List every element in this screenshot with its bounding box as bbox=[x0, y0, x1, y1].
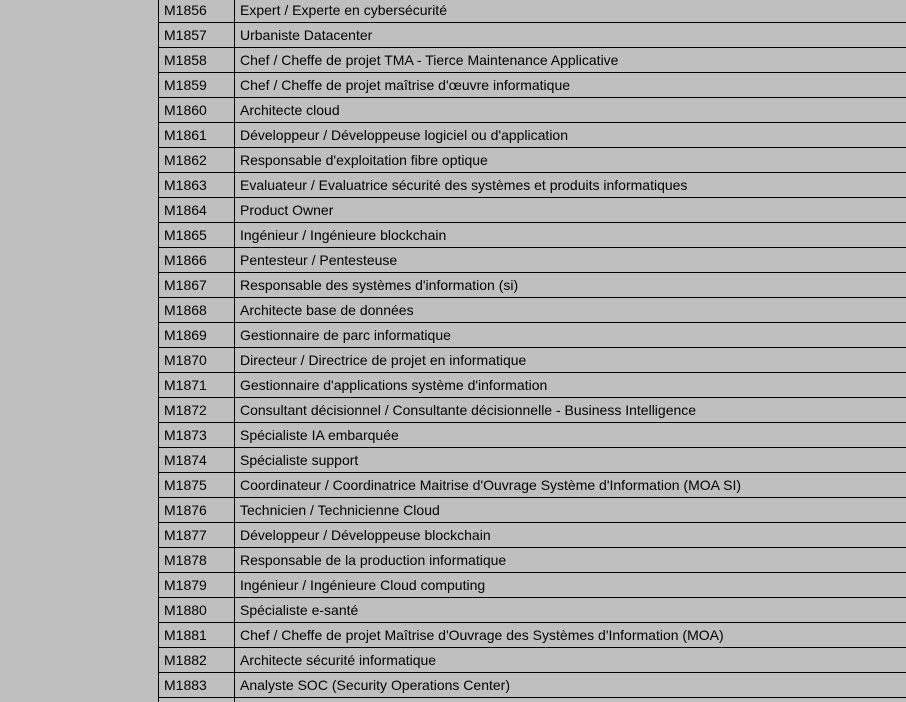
job-title-cell[interactable]: Pentesteur / Pentesteuse bbox=[240, 252, 398, 268]
job-title-cell[interactable]: Architecte sécurité informatique bbox=[240, 652, 437, 668]
job-code-cell[interactable]: M1877 bbox=[159, 523, 235, 547]
table-row bbox=[159, 248, 906, 273]
table-row bbox=[159, 598, 906, 623]
partial-table-row bbox=[159, 698, 906, 702]
job-code-cell[interactable]: M1861 bbox=[159, 123, 235, 147]
table-row bbox=[159, 523, 906, 548]
job-title-cell[interactable]: Consultant décisionnel / Consultante décisionnelle - Business Intelligence bbox=[240, 402, 697, 418]
job-title-cell[interactable]: Analyste SOC (Security Operations Center) bbox=[240, 677, 510, 693]
job-code-cell[interactable]: M1859 bbox=[159, 73, 235, 97]
job-title-cell[interactable]: Gestionnaire de parc informatique bbox=[240, 327, 451, 343]
job-title-cell[interactable]: Spécialiste IA embarquée bbox=[240, 427, 399, 443]
job-title-cell[interactable]: Chef / Cheffe de projet Maîtrise d'Ouvrage des Systèmes d'Information (MOA) bbox=[240, 627, 724, 643]
table-row bbox=[159, 623, 906, 648]
job-code-cell[interactable]: M1856 bbox=[159, 0, 235, 22]
job-title-cell[interactable]: Responsable des systèmes d'information (si) bbox=[240, 277, 519, 293]
job-title-cell[interactable]: Responsable d'exploitation fibre optique bbox=[240, 152, 488, 168]
table-row bbox=[159, 398, 906, 423]
job-title-cell[interactable]: Gestionnaire d'applications système d'information bbox=[240, 377, 548, 393]
job-title-cell[interactable]: Développeur / Développeuse blockchain bbox=[240, 527, 491, 543]
job-code-cell[interactable]: M1862 bbox=[159, 148, 235, 172]
job-code-cell[interactable]: M1860 bbox=[159, 98, 235, 122]
job-title-cell[interactable]: Product Owner bbox=[240, 202, 334, 218]
job-code-cell[interactable]: M1858 bbox=[159, 48, 235, 72]
job-code-cell[interactable]: M1865 bbox=[159, 223, 235, 247]
job-title-cell[interactable]: Urbaniste Datacenter bbox=[240, 27, 373, 43]
table-row bbox=[159, 548, 906, 573]
table-row bbox=[159, 123, 906, 148]
job-title-cell[interactable]: Coordinateur / Coordinatrice Maitrise d'Ouvrage Système d'Information (MOA SI) bbox=[240, 477, 741, 493]
table-row bbox=[159, 73, 906, 98]
table-row bbox=[159, 473, 906, 498]
table-row bbox=[159, 223, 906, 248]
job-code-cell[interactable]: M1881 bbox=[159, 623, 235, 647]
table-row bbox=[159, 48, 906, 73]
job-title-cell[interactable]: Chef / Cheffe de projet maîtrise d'œuvre informatique bbox=[240, 77, 571, 93]
table-row bbox=[159, 273, 906, 298]
job-code-cell[interactable]: M1871 bbox=[159, 373, 235, 397]
job-code-cell[interactable]: M1875 bbox=[159, 473, 235, 497]
job-title-cell[interactable]: Directeur / Directrice de projet en informatique bbox=[240, 352, 527, 368]
job-title-cell[interactable]: Architecte base de données bbox=[240, 302, 414, 318]
job-title-cell[interactable]: Chef / Cheffe de projet TMA - Tierce Maintenance Applicative bbox=[240, 52, 619, 68]
job-code-cell[interactable]: M1876 bbox=[159, 498, 235, 522]
table-row bbox=[159, 348, 906, 373]
table-row bbox=[159, 148, 906, 173]
job-code-cell[interactable]: M1873 bbox=[159, 423, 235, 447]
job-code-cell[interactable]: M1880 bbox=[159, 598, 235, 622]
job-code-cell[interactable]: M1882 bbox=[159, 648, 235, 672]
table-row bbox=[159, 423, 906, 448]
job-title-cell[interactable]: Ingénieur / Ingénieure Cloud computing bbox=[240, 577, 486, 593]
job-code-cell[interactable]: M1864 bbox=[159, 198, 235, 222]
table-row bbox=[159, 173, 906, 198]
job-code-cell[interactable]: M1866 bbox=[159, 248, 235, 272]
job-code-cell[interactable]: M1874 bbox=[159, 448, 235, 472]
job-code-cell[interactable]: M1867 bbox=[159, 273, 235, 297]
job-title-cell[interactable]: Responsable de la production informatique bbox=[240, 552, 507, 568]
job-code-cell[interactable]: M1870 bbox=[159, 348, 235, 372]
table-row bbox=[159, 448, 906, 473]
table-row bbox=[159, 673, 906, 698]
job-title-cell[interactable]: Spécialiste e-santé bbox=[240, 602, 359, 618]
job-code-cell[interactable]: M1883 bbox=[159, 673, 235, 697]
job-title-cell[interactable]: Expert / Experte en cybersécurité bbox=[240, 2, 447, 18]
job-code-cell[interactable]: M1869 bbox=[159, 323, 235, 347]
table-row bbox=[159, 648, 906, 673]
table-row bbox=[159, 498, 906, 523]
job-title-cell[interactable]: Architecte cloud bbox=[240, 102, 340, 118]
job-title-cell[interactable]: Ingénieur / Ingénieure blockchain bbox=[240, 227, 447, 243]
job-code-cell[interactable]: M1868 bbox=[159, 298, 235, 322]
job-title-cell[interactable] bbox=[235, 698, 906, 702]
jobs-table bbox=[158, 0, 906, 702]
table-row bbox=[159, 198, 906, 223]
job-code-cell[interactable]: M1863 bbox=[159, 173, 235, 197]
table-row bbox=[159, 0, 906, 23]
job-code-cell[interactable]: M1878 bbox=[159, 548, 235, 572]
job-code-cell[interactable] bbox=[159, 698, 235, 702]
job-code-cell[interactable]: M1879 bbox=[159, 573, 235, 597]
job-title-cell[interactable]: Technicien / Technicienne Cloud bbox=[240, 502, 440, 518]
table-row bbox=[159, 23, 906, 48]
job-code-cell[interactable]: M1857 bbox=[159, 23, 235, 47]
job-code-cell[interactable]: M1872 bbox=[159, 398, 235, 422]
table-row bbox=[159, 373, 906, 398]
table-row bbox=[159, 98, 906, 123]
table-row bbox=[159, 298, 906, 323]
job-title-cell[interactable]: Evaluateur / Evaluatrice sécurité des systèmes et produits informatiques bbox=[240, 177, 688, 193]
table-row bbox=[159, 573, 906, 598]
job-title-cell[interactable]: Développeur / Développeuse logiciel ou d'application bbox=[240, 127, 569, 143]
table-row bbox=[159, 323, 906, 348]
job-title-cell[interactable]: Spécialiste support bbox=[240, 452, 359, 468]
